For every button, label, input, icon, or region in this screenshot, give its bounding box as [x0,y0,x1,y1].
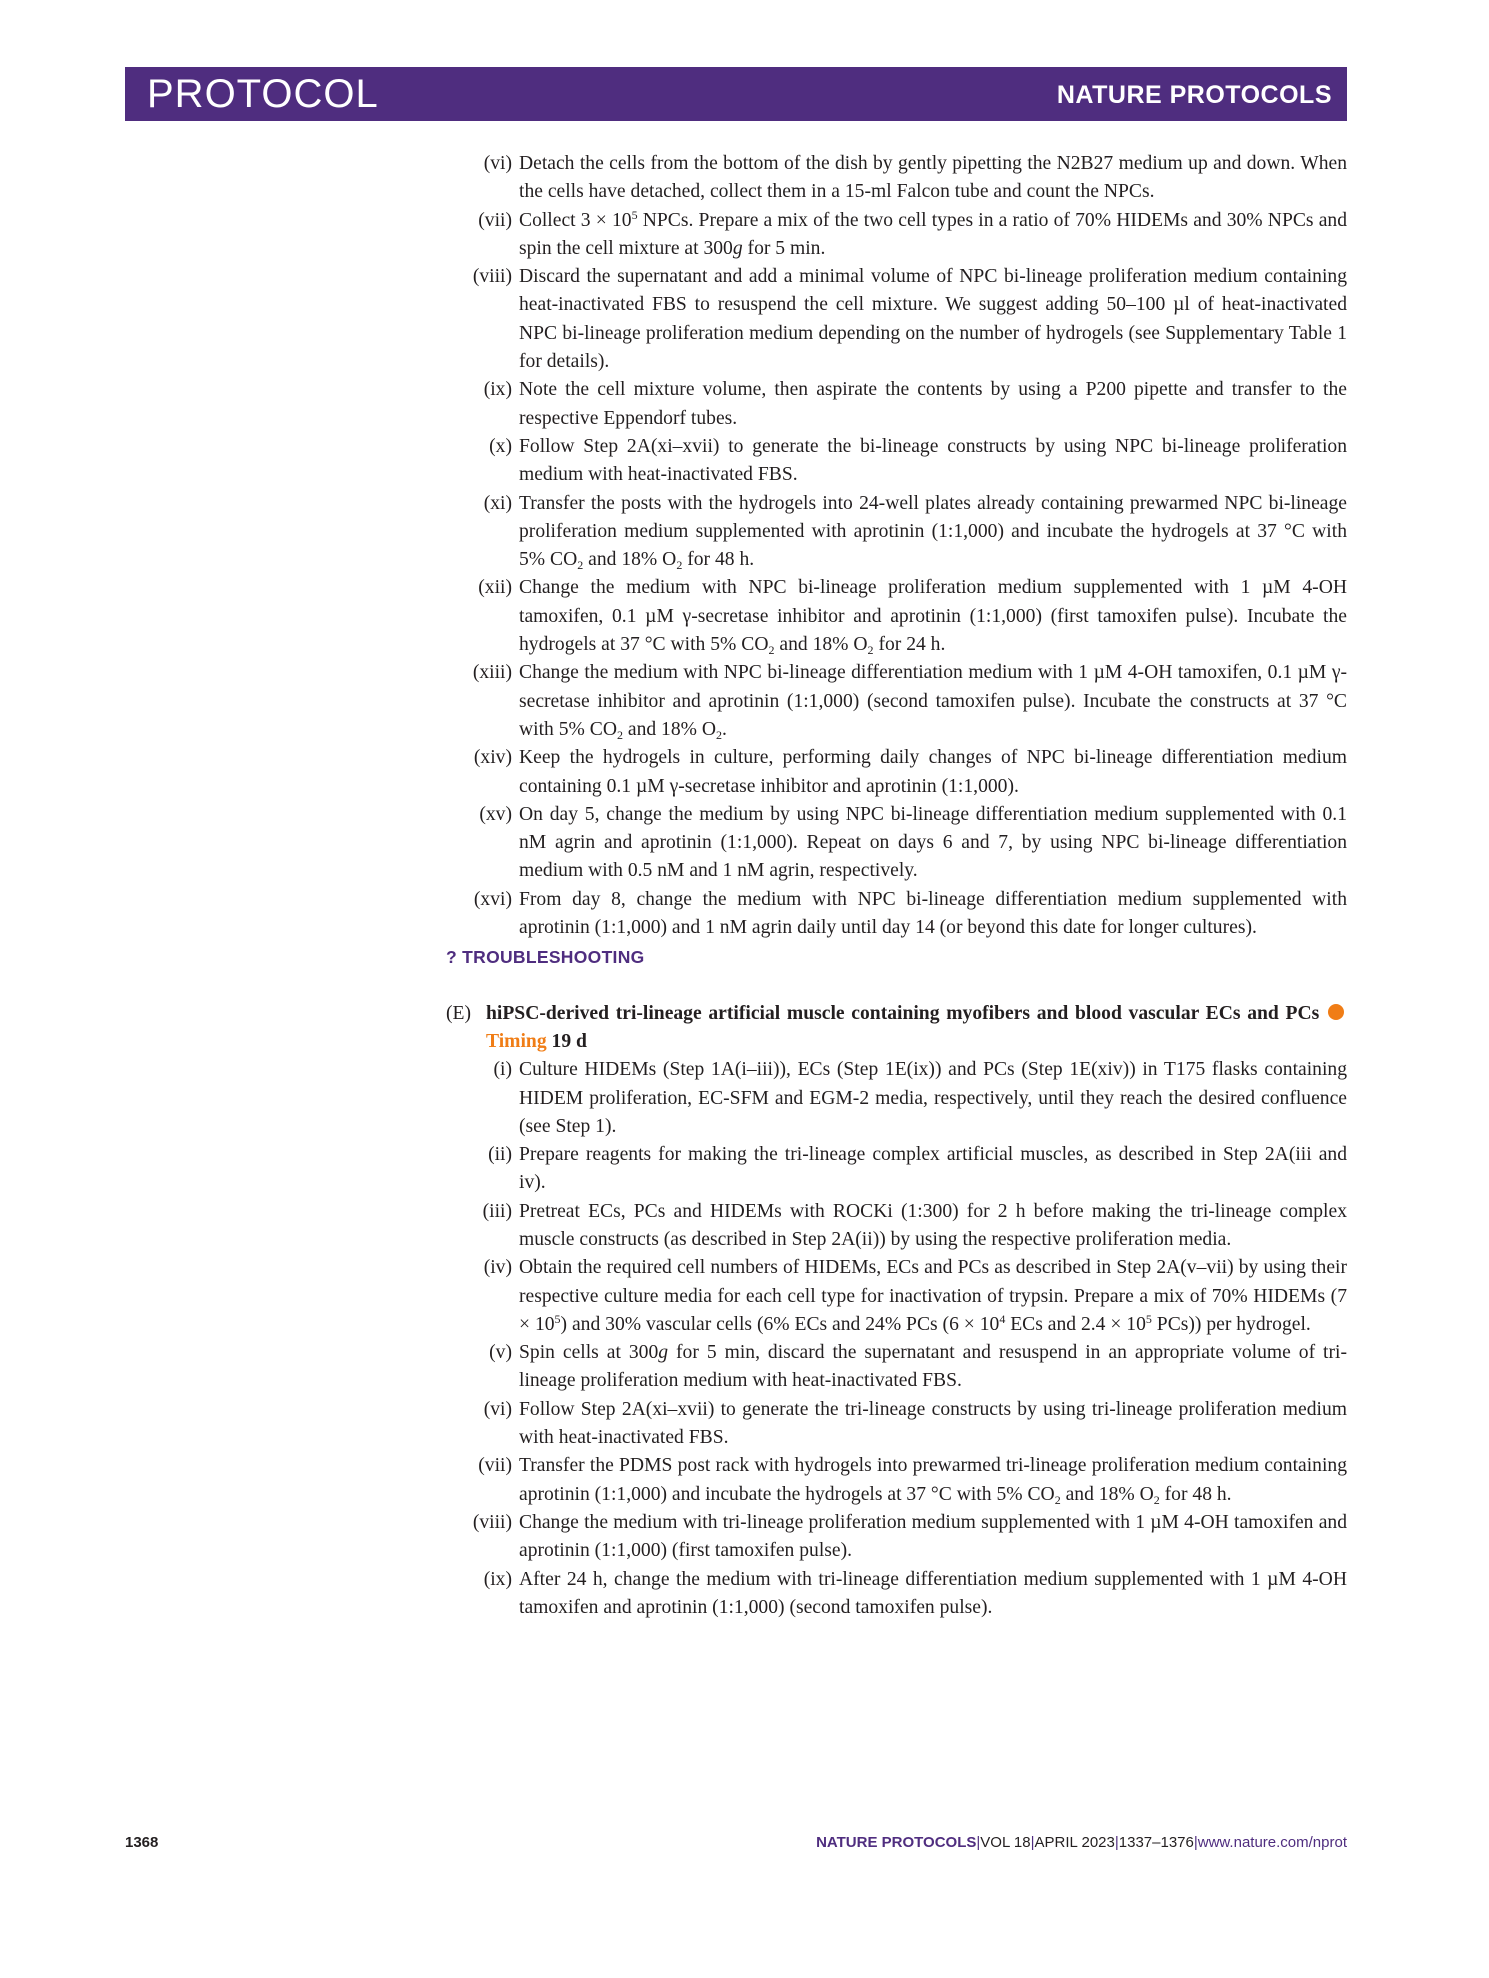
procedure-step [446,263,1347,376]
step-number: (vii) [478,209,512,231]
timing-value: 19 d [551,1030,587,1052]
step-text: Prepare reagents for making the tri-lineage complex artificial muscles, as described in Step 2A(iii and iv). [519,1144,1347,1194]
step-number: (ii) [488,1144,512,1166]
step-text: Change the medium with NPC bi-lineage proliferation medium supplemented with 1 µM 4-OH tamoxifen, 0.1 µM γ-secretase inhibitor and aprotinin (1:1,000) (first tamoxifen pulse). Incubate the hydrogels at 37 °C with 5% $CO_2$ and 18% $O_2$ for 24 h. [519,577,1347,658]
step-text: Note the cell mixture volume, then aspirate the contents by using a P200 pipette and transfer to the respective Eppendorf tubes. [519,379,1347,429]
procedure-step [446,1198,1347,1255]
procedure-step [446,1396,1347,1453]
procedure-step [446,376,1347,433]
procedure-step [446,659,1347,744]
step-text: Discard the supernatant and add a minimal volume of NPC bi-lineage proliferation medium containing heat-inactivated FBS to resuspend the cell mixture. We suggest adding 50–100 µl of heat-inactivated NPC bi-lineage proliferation medium depending on the number of hydrogels (see Supplementary Table 1 for details). [519,266,1347,373]
step-text: Keep the hydrogels in culture, performing daily changes of NPC bi-lineage differentiation medium containing 0.1 µM γ-secretase inhibitor and aprotinin (1:1,000). [519,747,1347,797]
footer-pages: 1337–1376 [1118,1834,1194,1851]
step-number: (ix) [483,1568,512,1590]
step-number: (xii) [478,577,512,599]
procedure-step [446,1141,1347,1198]
footer-journal-name: NATURE PROTOCOLS [816,1834,977,1851]
procedure-step [446,744,1347,801]
step-number: (vi) [483,153,512,174]
procedure-steps-d [446,150,1347,942]
section-e-title: hiPSC-derived tri-lineage artificial muscle containing myofibers and blood vascular ECs and PCs [486,1002,1320,1024]
step-number: (xiv) [473,747,512,769]
step-text: On day 5, change the medium by using NPC bi-lineage differentiation medium supplemented with 0.1 nM agrin and aprotinin (1:1,000). Repeat on days 6 and 7, by using NPC bi-lineage differentiation medium with 0.5 nM and 1 nM agrin, respectively. [519,803,1347,882]
step-text: After 24 h, change the medium with tri-lineage differentiation medium supplemented with 1 µM 4-OH tamoxifen and aprotinin (1:1,000) (second tamoxifen pulse). [519,1568,1347,1618]
step-text: Pretreat ECs, PCs and HIDEMs with ROCKi (1:300) for 2 h before making the tri-lineage complex muscle constructs (as described in Step 2A(ii)) by using the respective proliferation media. [519,1200,1347,1250]
footer-volume: VOL 18 [980,1834,1031,1851]
procedure-step [446,801,1347,886]
step-text: Change the medium with NPC bi-lineage differentiation medium with 1 µM 4-OH tamoxifen, 0.1 µM γ-secretase inhibitor and aprotinin (1:1,000) (second tamoxifen pulse). Incubate the constructs at 37 °C with 5% $CO_2$ and 18% $O_2$. [519,662,1347,742]
step-number: (ix) [483,379,512,401]
step-text: Transfer the PDMS post rack with hydrogels into prewarmed tri-lineage proliferation medium containing aprotinin (1:1,000) and incubate the hydrogels at 37 °C with 5% $CO_2$ and 18% $O_2$ for 48 h. [519,1455,1347,1507]
step-text: Culture HIDEMs (Step 1A(i–iii)), ECs (Step 1E(ix)) and PCs (Step 1E(xiv)) in T175 flasks containing HIDEM proliferation, EC-SFM and EGM-2 media, respectively, until they reach the desired confluence (see Step 1). [519,1059,1347,1137]
step-number: (xvi) [473,888,512,910]
procedure-step [446,207,1347,264]
footer-url[interactable]: www.nature.com/nprot [1197,1834,1347,1851]
step-number: (viii) [472,1511,512,1533]
procedure-step [446,1254,1347,1339]
main-content [446,150,1347,1622]
timing-label: Timing [486,1030,547,1052]
page-number: 1368 [125,1834,159,1851]
step-number: (x) [489,435,512,457]
section-e-heading [446,1000,1347,1057]
journal-name-header: NATURE PROTOCOLS [1056,81,1332,109]
step-number: (vii) [478,1455,512,1477]
step-number: (iv) [483,1257,512,1279]
step-text: Obtain the required cell numbers of HIDEMs, ECs and PCs as described in Step 2A(v–vii) by using their respective culture media for each cell type for inactivation of trypsin. Prepare a mix of 70% HIDEMs $(7 \times 10^5)$ and 30% vascular cells (6% ECs and 24% PCs ($6 \times 10^4$ ECs and $2.4 \times 10^5$ PCs)) per hydrogel. [519,1257,1347,1335]
step-text: Change the medium with tri-lineage proliferation medium supplemented with 1 µM 4-OH tamoxifen and aprotinin (1:1,000) (first tamoxifen pulse). [519,1511,1347,1562]
footer-date: APRIL 2023 [1034,1834,1115,1851]
troubleshooting-link[interactable]: ? TROUBLESHOOTING [446,947,645,968]
step-text: Collect $3 \times 10^5$ NPCs. Prepare a mix of the two cell types in a ratio of 70% HIDEMs and 30% NPCs and spin the cell mixture at 300g for 5 min. [519,207,1347,259]
article-type-label: PROTOCOL [147,72,379,116]
procedure-steps-e [446,1056,1347,1622]
step-number: (iii) [482,1200,512,1222]
step-text: From day 8, change the medium with NPC bi-lineage differentiation medium supplemented with aprotinin (1:1,000) and 1 nM agrin daily until day 14 (or beyond this date for longer cultures). [519,888,1347,939]
journal-reference: NATURE PROTOCOLS|VOL 18|APRIL 2023|1337–1376|www.nature.com/nprot [816,1834,1347,1851]
procedure-step [446,490,1347,575]
procedure-step [446,150,1347,207]
step-text: Spin cells at 300g for 5 min, discard the supernatant and resuspend in an appropriate volume of tri-lineage proliferation medium with heat-inactivated FBS. [519,1342,1347,1392]
step-number: (xv) [479,803,512,825]
step-text: Follow Step 2A(xi–xvii) to generate the bi-lineage constructs by using NPC bi-lineage proliferation medium with heat-inactivated FBS. [519,435,1347,486]
section-e-number: (E) [446,1002,472,1024]
step-number: (xi) [483,492,512,514]
procedure-step [446,1566,1347,1623]
step-number: (v) [489,1342,512,1364]
page-footer [125,1832,1347,1854]
journal-banner [125,67,1347,121]
step-number: (viii) [472,266,512,288]
step-number: (i) [493,1059,512,1081]
step-text: Follow Step 2A(xi–xvii) to generate the tri-lineage constructs by using tri-lineage proliferation medium with heat-inactivated FBS. [519,1398,1347,1449]
procedure-step [446,574,1347,659]
procedure-step [446,1056,1347,1141]
step-text: Detach the cells from the bottom of the dish by gently pipetting the N2B27 medium up and down. When the cells have detached, collect them in a 15-ml Falcon tube and count the NPCs. [519,153,1347,203]
step-number: (xiii) [472,662,512,684]
timing-dot-icon [1328,1004,1344,1020]
procedure-step [446,433,1347,490]
procedure-step [446,1339,1347,1396]
procedure-step [446,1452,1347,1509]
procedure-step [446,1509,1347,1566]
step-text: Transfer the posts with the hydrogels into 24-well plates already containing prewarmed NPC bi-lineage proliferation medium supplemented with aprotinin (1:1,000) and incubate the hydrogels at 37 °C with 5% $CO_2$ and 18% $O_2$ for 48 h. [519,492,1347,573]
procedure-step [446,886,1347,943]
step-number: (vi) [483,1398,512,1420]
